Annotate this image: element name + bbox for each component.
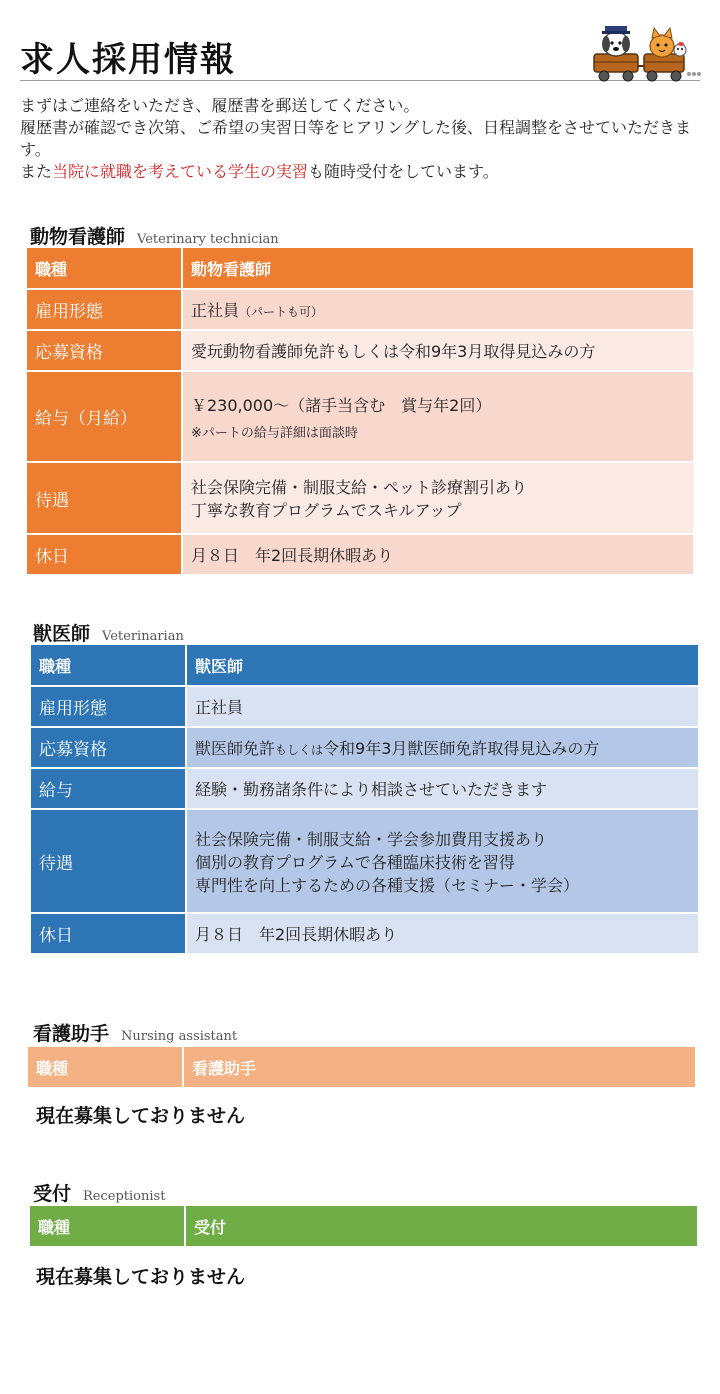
header-key: 職種 bbox=[31, 645, 187, 685]
table-row bbox=[31, 687, 700, 726]
row-value bbox=[183, 463, 695, 533]
receptionist-table bbox=[30, 1204, 699, 1248]
qualification-a: 獣医師免許 bbox=[195, 739, 276, 758]
row-value bbox=[183, 290, 695, 329]
table-header-row bbox=[28, 1047, 697, 1087]
row-key: 休日 bbox=[31, 914, 187, 953]
section-heading-vet bbox=[33, 619, 184, 646]
benefit-line: 社会保険完備・制服支給・学会参加費用支援あり bbox=[195, 829, 548, 849]
intro-line-3-post: も随時受付をしています。 bbox=[308, 162, 499, 181]
table-row bbox=[31, 914, 700, 953]
row-key: 給与 bbox=[31, 769, 187, 808]
row-value bbox=[187, 728, 700, 767]
row-key: 応募資格 bbox=[27, 331, 183, 370]
row-value bbox=[183, 372, 695, 461]
table-row bbox=[31, 728, 700, 767]
intro-text bbox=[20, 95, 700, 183]
section-subtitle: Veterinary technician bbox=[137, 232, 279, 247]
row-key: 待遇 bbox=[31, 810, 187, 912]
intro-highlight: 当院に就職を考えている学生の実習 bbox=[52, 162, 309, 181]
table-row bbox=[27, 372, 695, 461]
qualification-or: もしくは bbox=[275, 743, 324, 757]
benefit-line: 丁寧な教育プログラムでスキルアップ bbox=[191, 501, 462, 520]
table-row bbox=[31, 810, 700, 912]
table-header-row bbox=[27, 248, 695, 288]
table-header-row bbox=[30, 1206, 699, 1246]
vet-table bbox=[31, 643, 700, 955]
row-key: 休日 bbox=[27, 535, 183, 574]
page-title: 求人採用情報 bbox=[20, 40, 236, 80]
header-value: 動物看護師 bbox=[183, 248, 695, 288]
section-heading-receptionist bbox=[33, 1179, 165, 1206]
recruitment-status: 現在募集しておりません bbox=[36, 1105, 246, 1127]
row-key: 待遇 bbox=[27, 463, 183, 533]
row-value: 月８日 年2回長期休暇あり bbox=[187, 914, 700, 953]
employment-note: （パートも可） bbox=[239, 305, 324, 319]
table-row bbox=[27, 290, 695, 329]
row-value: 経験・勤務諸条件により相談させていただきます bbox=[187, 769, 700, 808]
table-row bbox=[27, 331, 695, 370]
nursing-assistant-table bbox=[28, 1045, 697, 1089]
header-key: 職種 bbox=[28, 1047, 184, 1087]
salary-note: ※パートの給与詳細は面談時 bbox=[191, 425, 358, 441]
recruitment-status: 現在募集しておりません bbox=[36, 1266, 246, 1288]
section-title: 受付 bbox=[33, 1183, 72, 1205]
employment-type: 正社員 bbox=[191, 301, 240, 320]
header-value: 看護助手 bbox=[184, 1047, 697, 1087]
row-key: 給与（月給） bbox=[27, 372, 183, 461]
table-row bbox=[31, 769, 700, 808]
header-value: 受付 bbox=[186, 1206, 699, 1246]
intro-line-3 bbox=[20, 161, 700, 183]
row-value bbox=[187, 810, 700, 912]
qualification-b: 令和9年3月獣医師免許取得見込みの方 bbox=[323, 739, 600, 758]
section-title: 看護助手 bbox=[33, 1023, 110, 1045]
benefit-line: 専門性を向上するための各種支援（セミナー・学会） bbox=[195, 875, 580, 895]
intro-line-3-pre: また bbox=[20, 162, 53, 181]
section-heading-vet-tech bbox=[30, 222, 279, 249]
row-key: 応募資格 bbox=[31, 728, 187, 767]
section-subtitle: Receptionist bbox=[83, 1189, 166, 1204]
intro-line-1: まずはご連絡をいただき、履歴書を郵送してください。 bbox=[20, 96, 420, 115]
row-key: 雇用形態 bbox=[31, 687, 187, 726]
intro-line-2: 履歴書が確認でき次第、ご希望の実習日等をヒアリングした後、日程調整をさせていただきます。 bbox=[20, 118, 692, 159]
section-heading-nursing-assistant bbox=[33, 1019, 237, 1046]
section-subtitle: Nursing assistant bbox=[121, 1029, 238, 1044]
benefit-line: 個別の教育プログラムで各種臨床技術を習得 bbox=[195, 852, 515, 872]
header-key: 職種 bbox=[30, 1206, 186, 1246]
table-row bbox=[27, 535, 695, 574]
header-value: 獣医師 bbox=[187, 645, 700, 685]
mascot-train-illustration bbox=[590, 16, 702, 86]
section-title: 動物看護師 bbox=[30, 226, 126, 248]
benefit-line: 社会保険完備・制服支給・ペット診療割引あり bbox=[191, 478, 528, 497]
salary-text: ￥230,000〜（諸手当含む 賞与年2回） bbox=[191, 395, 492, 415]
table-header-row bbox=[31, 645, 700, 685]
row-key: 雇用形態 bbox=[27, 290, 183, 329]
row-value: 月８日 年2回長期休暇あり bbox=[183, 535, 695, 574]
header-key: 職種 bbox=[27, 248, 183, 288]
section-title: 獣医師 bbox=[33, 623, 91, 645]
vet-tech-table bbox=[27, 246, 695, 576]
section-subtitle: Veterinarian bbox=[102, 629, 184, 644]
row-value: 正社員 bbox=[187, 687, 700, 726]
row-value: 愛玩動物看護師免許もしくは令和9年3月取得見込みの方 bbox=[183, 331, 695, 370]
table-row bbox=[27, 463, 695, 533]
